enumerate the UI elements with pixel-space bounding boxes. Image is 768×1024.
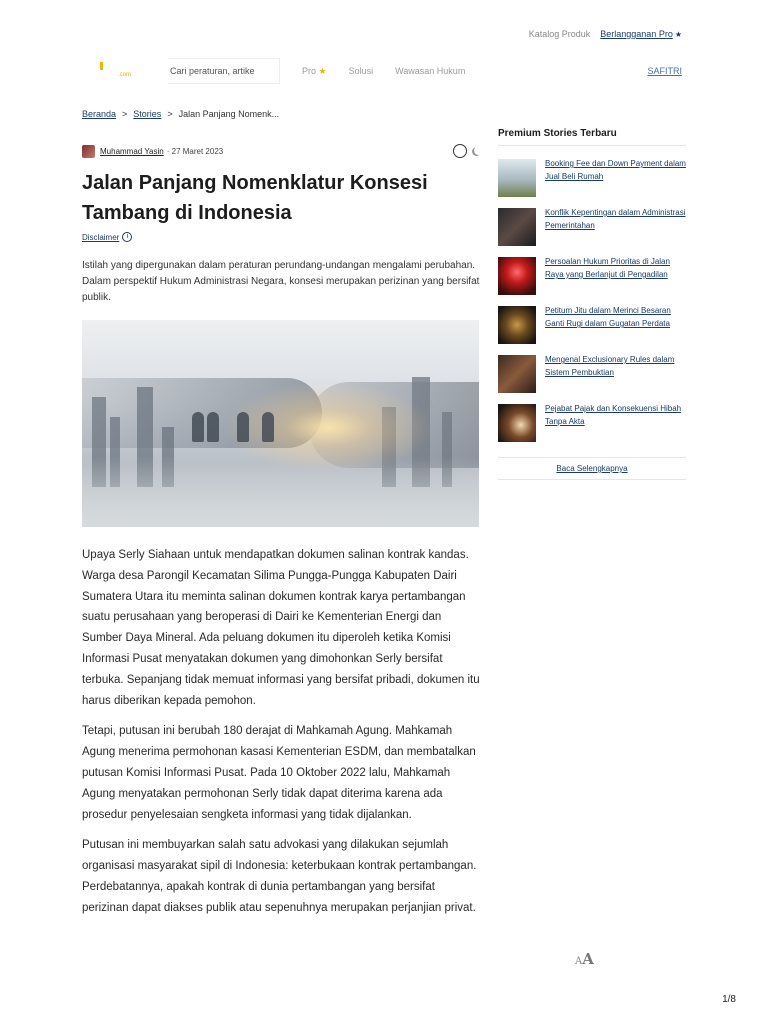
page-title: Jalan Panjang Nomenklatur Konsesi Tambang di Indonesia — [82, 172, 428, 224]
search-input[interactable]: Cari peraturan, artike — [168, 58, 280, 84]
logo-mark-icon — [100, 62, 103, 70]
subscription-link[interactable]: Berlangganan Pro — [600, 29, 673, 39]
sidebar-title: Premium Stories Terbaru — [498, 128, 686, 146]
story-link[interactable]: Mengenal Exclusionary Rules dalam Sistem Pembuktian — [545, 355, 675, 377]
font-size-control[interactable] — [575, 950, 594, 968]
breadcrumb-current: Jalan Panjang Nomenk... — [178, 109, 280, 119]
breadcrumb-separator: > — [167, 109, 173, 119]
catalog-link[interactable]: Katalog Produk — [528, 29, 591, 39]
premium-stories-sidebar — [498, 128, 686, 480]
article-paragraph: Tetapi, putusan ini berubah 180 derajat di Mahkamah Agung. Mahkamah Agung menerima permohonan kasasi Kementerian ESDM, dan membatalkan putusan Komisi Informasi Pusat. Pada 10 Oktober 2022 lalu, Mahkamah Agung menyatakan permohonan Serly tidak dapat diterima karena ada prosedur penyelesaian sengketa informasi yang tidak dijalankan. — [82, 725, 476, 821]
theme-toggle-icon[interactable] — [453, 144, 467, 158]
top-links — [529, 29, 682, 39]
article — [82, 142, 480, 914]
article-body — [82, 545, 480, 914]
breadcrumb — [82, 109, 279, 119]
disclaimer-label: Disclaimer — [82, 232, 120, 242]
nav-item-solutions[interactable]: Solusi — [348, 66, 374, 76]
font-large-icon[interactable]: A — [582, 950, 594, 968]
hero-image — [82, 320, 479, 527]
nav-item-pro-label: Pro — [302, 65, 317, 76]
story-link[interactable]: Petitum Jitu dalam Merinci Besaran Ganti Rugi dalam Gugatan Perdata — [545, 306, 671, 328]
meeting-thumbnail-icon — [498, 208, 536, 246]
list-item[interactable] — [498, 159, 686, 208]
handcuffs-thumbnail-icon — [498, 355, 536, 393]
list-item[interactable] — [498, 306, 686, 355]
list-item[interactable] — [498, 208, 686, 257]
breadcrumb-separator: > — [122, 109, 128, 119]
avatar — [82, 145, 95, 158]
star-icon: ★ — [318, 65, 327, 76]
story-link[interactable]: Persoalan Hukum Prioritas di Jalan Raya yang Berlanjut di Pengadilan — [545, 257, 670, 279]
scales-thumbnail-icon — [498, 306, 536, 344]
list-item[interactable] — [498, 404, 686, 453]
list-item[interactable] — [498, 355, 686, 404]
star-icon: ★ — [674, 30, 682, 39]
nav-item-insights[interactable]: Wawasan Hukum — [395, 66, 466, 76]
read-more-link[interactable]: Baca Selengkapnya — [498, 457, 686, 473]
siren-thumbnail-icon — [498, 257, 536, 295]
main-navbar — [96, 58, 682, 84]
house-thumbnail-icon — [498, 159, 536, 197]
nav-item-pro[interactable] — [302, 66, 327, 77]
breadcrumb-stories[interactable]: Stories — [133, 109, 162, 119]
disclaimer-link[interactable] — [82, 232, 480, 242]
font-small-icon[interactable]: A — [575, 956, 583, 967]
article-lead: Istilah yang dipergunakan dalam peraturan perundang-undangan mengalami perubahan. Dalam perspektif Hukum Administrasi Negara, konsesi merupakan perizinan yang bersifat publik. — [82, 260, 480, 303]
story-link[interactable]: Booking Fee dan Down Payment dalam Jual Beli Rumah — [545, 159, 686, 181]
breadcrumb-home[interactable]: Beranda — [82, 109, 117, 119]
publish-date: · 27 Maret 2023 — [166, 146, 224, 156]
article-paragraph: Putusan ini membuyarkan salah satu advokasi yang dilakukan sejumlah organisasi masyarakat sipil di Indonesia: keterbukaan kontrak pertambangan. Perdebatannya, apakah kontrak di dunia pertambangan yang bersifat perizinan dapat diakses publik atau sepenuhnya merupakan perjanjian privat. — [82, 839, 477, 914]
article-paragraph: Upaya Serly Siahaan untuk mendapatkan dokumen salinan kontrak kandas. Warga desa Parongil Kecamatan Silima Pungga-Pungga Kabupaten Dairi Sumatera Utara itu meminta salinan dokumen kontrak karya pertambangan suatu perusahaan yang beroperasi di Dairi ke Kementerian Energi dan Sumber Daya Mineral. Ada peluang dokumen itu diperoleh ketika Komisi Informasi Pusat menyatakan dokumen yang dimohonkan Serly bersifat terbuka. Sepanjang tidak memuat informasi yang bersifat pribadi, dokumen itu harus diberikan kepada pemohon. — [82, 549, 480, 707]
user-account-link[interactable]: SAFITRI — [647, 66, 682, 76]
list-item[interactable] — [498, 257, 686, 306]
story-link[interactable]: Pejabat Pajak dan Konsekuensi Hibah Tanpa Akta — [545, 404, 682, 426]
site-logo[interactable] — [96, 58, 156, 84]
page-number: 1/8 — [722, 994, 736, 1005]
info-icon: i — [122, 232, 132, 242]
story-link[interactable]: Konflik Kepentingan dalam Administrasi Pemerintahan — [545, 208, 686, 230]
author-row — [82, 142, 480, 160]
tax-thumbnail-icon — [498, 404, 536, 442]
logo-suffix: .com — [118, 72, 132, 78]
moon-icon[interactable] — [474, 146, 483, 155]
author-name[interactable]: Muhammad Yasin — [100, 146, 164, 156]
